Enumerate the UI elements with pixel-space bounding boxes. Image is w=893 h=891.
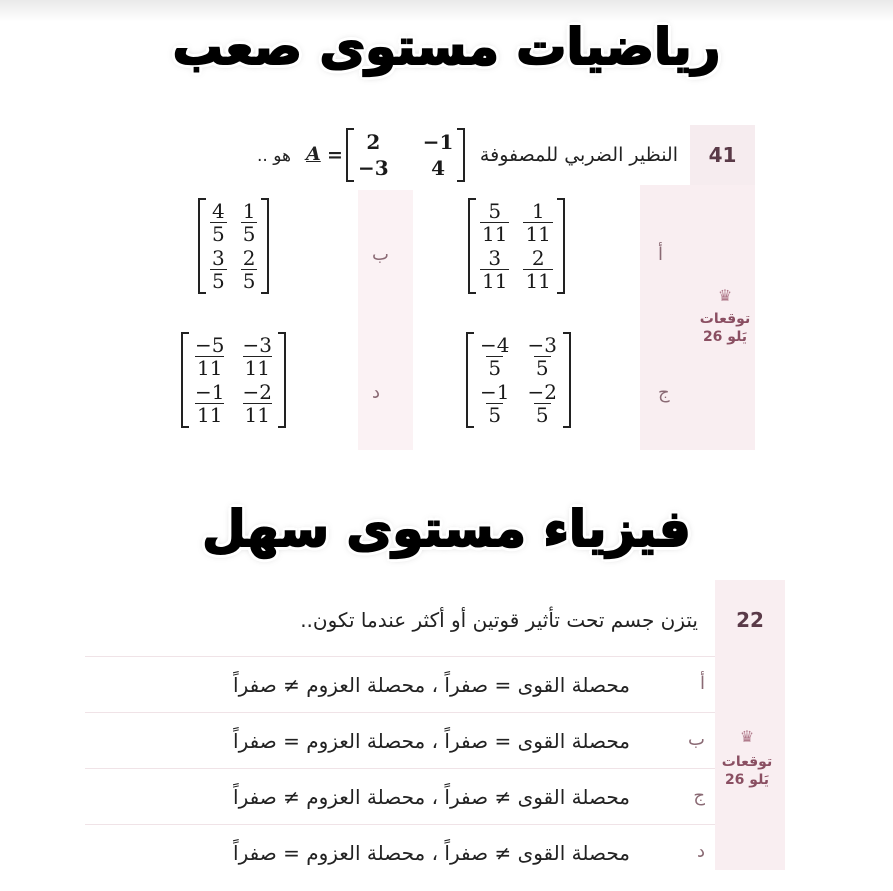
option-row[interactable] bbox=[85, 656, 715, 713]
fraction: $\frac{4}{5}$ bbox=[212, 199, 225, 246]
matrix-entry: −1 bbox=[422, 130, 454, 154]
fraction: $\frac{-3}{11}$ bbox=[242, 333, 272, 380]
option-letter: ج bbox=[693, 785, 705, 806]
fraction: $\frac{1}{11}$ bbox=[525, 199, 551, 246]
crown-icon: ♛ bbox=[717, 286, 733, 305]
fraction: $\frac{-1}{5}$ bbox=[480, 380, 510, 427]
fraction: $\frac{-1}{11}$ bbox=[195, 380, 225, 427]
option-c-matrix[interactable] bbox=[466, 332, 571, 428]
physics-section-title: فيزياء مستوى سهل bbox=[202, 500, 691, 558]
option-letter[interactable]: ب bbox=[372, 244, 389, 265]
fraction: $\frac{-3}{5}$ bbox=[527, 333, 557, 380]
option-text: محصلة القوى = صفراً ، محصلة العزوم ≠ صفراً bbox=[233, 673, 630, 697]
option-row[interactable] bbox=[85, 768, 715, 825]
math-question-number: 41 bbox=[690, 125, 755, 185]
option-row[interactable] bbox=[85, 824, 715, 881]
crown-icon: ♛ bbox=[739, 727, 755, 746]
fraction: $\frac{2}{5}$ bbox=[242, 246, 256, 293]
expectations-badge bbox=[712, 753, 782, 789]
badge-line2: يَلو 26 bbox=[702, 329, 748, 345]
option-letter[interactable]: ج bbox=[658, 382, 670, 403]
option-letter: د bbox=[696, 841, 705, 862]
matrix-entry: 2 bbox=[366, 130, 381, 154]
matrix-variable: A bbox=[306, 143, 321, 165]
option-letter: ب bbox=[688, 729, 705, 750]
option-a-matrix[interactable] bbox=[468, 198, 565, 294]
fraction: $\frac{3}{5}$ bbox=[212, 246, 225, 293]
fraction: $\frac{-4}{5}$ bbox=[480, 333, 510, 380]
math-question-tail: هو .. bbox=[257, 146, 291, 166]
option-letter: أ bbox=[699, 673, 705, 694]
option-letter-band bbox=[358, 190, 413, 450]
physics-question-number: 22 bbox=[736, 608, 764, 632]
fraction: $\frac{-5}{11}$ bbox=[195, 333, 225, 380]
fraction: $\frac{3}{11}$ bbox=[482, 246, 508, 293]
badge-line2: يَلو 26 bbox=[724, 772, 770, 788]
option-b-matrix[interactable] bbox=[198, 198, 269, 294]
option-letter[interactable]: د bbox=[372, 382, 381, 403]
expectations-badge bbox=[690, 310, 760, 346]
matrix-entry: −3 bbox=[358, 156, 389, 180]
fraction: $\frac{1}{5}$ bbox=[242, 199, 256, 246]
option-d-matrix[interactable] bbox=[181, 332, 286, 428]
physics-question-text: يتزن جسم تحت تأثير قوتين أو أكثر عندما تكون.. bbox=[300, 608, 698, 632]
badge-line1: توقعات bbox=[721, 754, 773, 770]
fraction: $\frac{5}{11}$ bbox=[482, 199, 508, 246]
math-section-title: رياضيات مستوى صعب bbox=[172, 18, 721, 76]
fraction: $\frac{-2}{5}$ bbox=[527, 380, 557, 427]
option-row[interactable] bbox=[85, 712, 715, 769]
option-letter[interactable]: أ bbox=[658, 244, 664, 265]
option-text: محصلة القوى ≠ صفراً ، محصلة العزوم = صفراً bbox=[233, 841, 630, 865]
option-text: محصلة القوى = صفراً ، محصلة العزوم = صفراً bbox=[233, 729, 630, 753]
matrix-entry: 4 bbox=[431, 156, 445, 180]
question-matrix bbox=[346, 128, 465, 182]
math-question-text: النظير الضربي للمصفوفة bbox=[479, 144, 678, 166]
fraction: $\frac{-2}{11}$ bbox=[242, 380, 272, 427]
option-text: محصلة القوى ≠ صفراً ، محصلة العزوم ≠ صفراً bbox=[233, 785, 630, 809]
equals-sign: = bbox=[327, 144, 343, 166]
fraction: $\frac{2}{11}$ bbox=[525, 246, 551, 293]
badge-line1: توقعات bbox=[699, 311, 751, 327]
